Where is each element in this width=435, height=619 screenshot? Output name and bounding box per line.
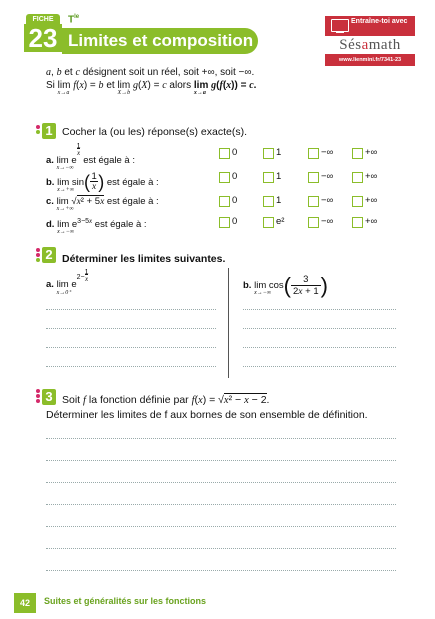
sesamath-logo: Sésamath bbox=[325, 36, 415, 54]
option-label: −∞ bbox=[321, 147, 334, 158]
exercise-2-b: b. lim x→−∞ cos( 3 2x + 1) bbox=[243, 273, 328, 298]
checkbox-q1-opt4[interactable] bbox=[352, 148, 363, 159]
answer-line[interactable] bbox=[243, 309, 396, 310]
checkbox-q2-opt3[interactable] bbox=[308, 172, 319, 183]
footer-chapter: Suites et généralités sur les fonctions bbox=[44, 596, 207, 606]
checkbox-q2-opt1[interactable] bbox=[219, 172, 230, 183]
exercise-2-a: a. lim x→0⁺ $e^{2-1 x}$ bbox=[46, 269, 89, 297]
answer-line[interactable] bbox=[243, 366, 396, 367]
question-c: c. lim x→+∞ √x² + 5x est égale à : bbox=[46, 196, 159, 212]
option-label: 0 bbox=[232, 147, 238, 158]
fiche-label: FICHE bbox=[26, 14, 60, 26]
monitor-stand-icon bbox=[336, 31, 344, 33]
sesamath-link[interactable] bbox=[325, 16, 415, 66]
checkbox-q2-opt4[interactable] bbox=[352, 172, 363, 183]
option-label: +∞ bbox=[365, 171, 378, 182]
exercise-1-instruction: Cocher la (ou les) réponse(s) exacte(s). bbox=[62, 126, 247, 138]
option-label: 0 bbox=[232, 195, 238, 206]
option-label: 1 bbox=[276, 147, 282, 158]
option-label: −∞ bbox=[321, 195, 334, 206]
checkbox-q3-opt2[interactable] bbox=[263, 196, 274, 207]
answer-line[interactable] bbox=[46, 309, 216, 310]
answer-line[interactable] bbox=[46, 548, 396, 549]
exercise-3-line-2: Déterminer les limites de f aux bornes de son ensemble de définition. bbox=[46, 409, 368, 421]
checkbox-q3-opt4[interactable] bbox=[352, 196, 363, 207]
page-title: Limites et composition bbox=[62, 28, 258, 54]
sesamath-banner bbox=[325, 16, 415, 36]
grade-badge: $T^{le}$ bbox=[68, 14, 80, 26]
option-label: −∞ bbox=[321, 171, 334, 182]
answer-line[interactable] bbox=[46, 504, 396, 505]
answer-line[interactable] bbox=[46, 328, 216, 329]
intro-line-1: a, b et c désignent soit un réel, soit +∞, soit −∞. bbox=[46, 67, 255, 78]
checkbox-q1-opt3[interactable] bbox=[308, 148, 319, 159]
checkbox-q1-opt2[interactable] bbox=[263, 148, 274, 159]
answer-line[interactable] bbox=[46, 366, 216, 367]
answer-line[interactable] bbox=[46, 347, 216, 348]
option-label: −∞ bbox=[321, 216, 334, 227]
page-number: 42 bbox=[14, 593, 36, 613]
checkbox-q4-opt3[interactable] bbox=[308, 217, 319, 228]
option-label: +∞ bbox=[365, 216, 378, 227]
checkbox-q4-opt2[interactable] bbox=[263, 217, 274, 228]
question-a: a. lim x→−∞ $e^{1 x}$ est égale à : bbox=[46, 143, 135, 172]
exercise-2-instruction: Déterminer les limites suivantes. bbox=[62, 253, 226, 265]
option-label: 1 bbox=[276, 171, 282, 182]
answer-line[interactable] bbox=[46, 482, 396, 483]
sesamath-url[interactable]: www.lienmini.fr/7341-23 bbox=[325, 54, 415, 66]
sesamath-cta: Entraîne-toi avec bbox=[351, 18, 408, 25]
answer-line[interactable] bbox=[46, 438, 396, 439]
answer-line[interactable] bbox=[243, 328, 396, 329]
checkbox-q4-opt1[interactable] bbox=[219, 217, 230, 228]
option-label: 0 bbox=[232, 216, 238, 227]
option-label: 1 bbox=[276, 195, 282, 206]
checkbox-q2-opt2[interactable] bbox=[263, 172, 274, 183]
checkbox-q3-opt1[interactable] bbox=[219, 196, 230, 207]
checkbox-q4-opt4[interactable] bbox=[352, 217, 363, 228]
intro-line-2: Si lim x→a f(x) = b et lim X→b g(X) = c alors lim x→a g(f(x)) = c. bbox=[46, 80, 257, 96]
fiche-number: 23 bbox=[24, 24, 62, 52]
checkbox-q1-opt1[interactable] bbox=[219, 148, 230, 159]
column-divider bbox=[228, 268, 229, 378]
exercise-3-line-1: Soit f la fonction définie par f(x) = √x² − x − 2. bbox=[62, 394, 270, 406]
answer-line[interactable] bbox=[46, 570, 396, 571]
checkbox-q3-opt3[interactable] bbox=[308, 196, 319, 207]
answer-line[interactable] bbox=[46, 526, 396, 527]
question-d: d. lim x→−∞ $e^{3-5x}$ est égale à : bbox=[46, 217, 147, 236]
question-b: b. lim x→+∞ sin(1 x ) est égale à : bbox=[46, 171, 159, 193]
option-label: +∞ bbox=[365, 195, 378, 206]
answer-line[interactable] bbox=[46, 460, 396, 461]
answer-line[interactable] bbox=[243, 347, 396, 348]
option-label: 0 bbox=[232, 171, 238, 182]
option-label: +∞ bbox=[365, 147, 378, 158]
option-label: e² bbox=[276, 216, 285, 227]
